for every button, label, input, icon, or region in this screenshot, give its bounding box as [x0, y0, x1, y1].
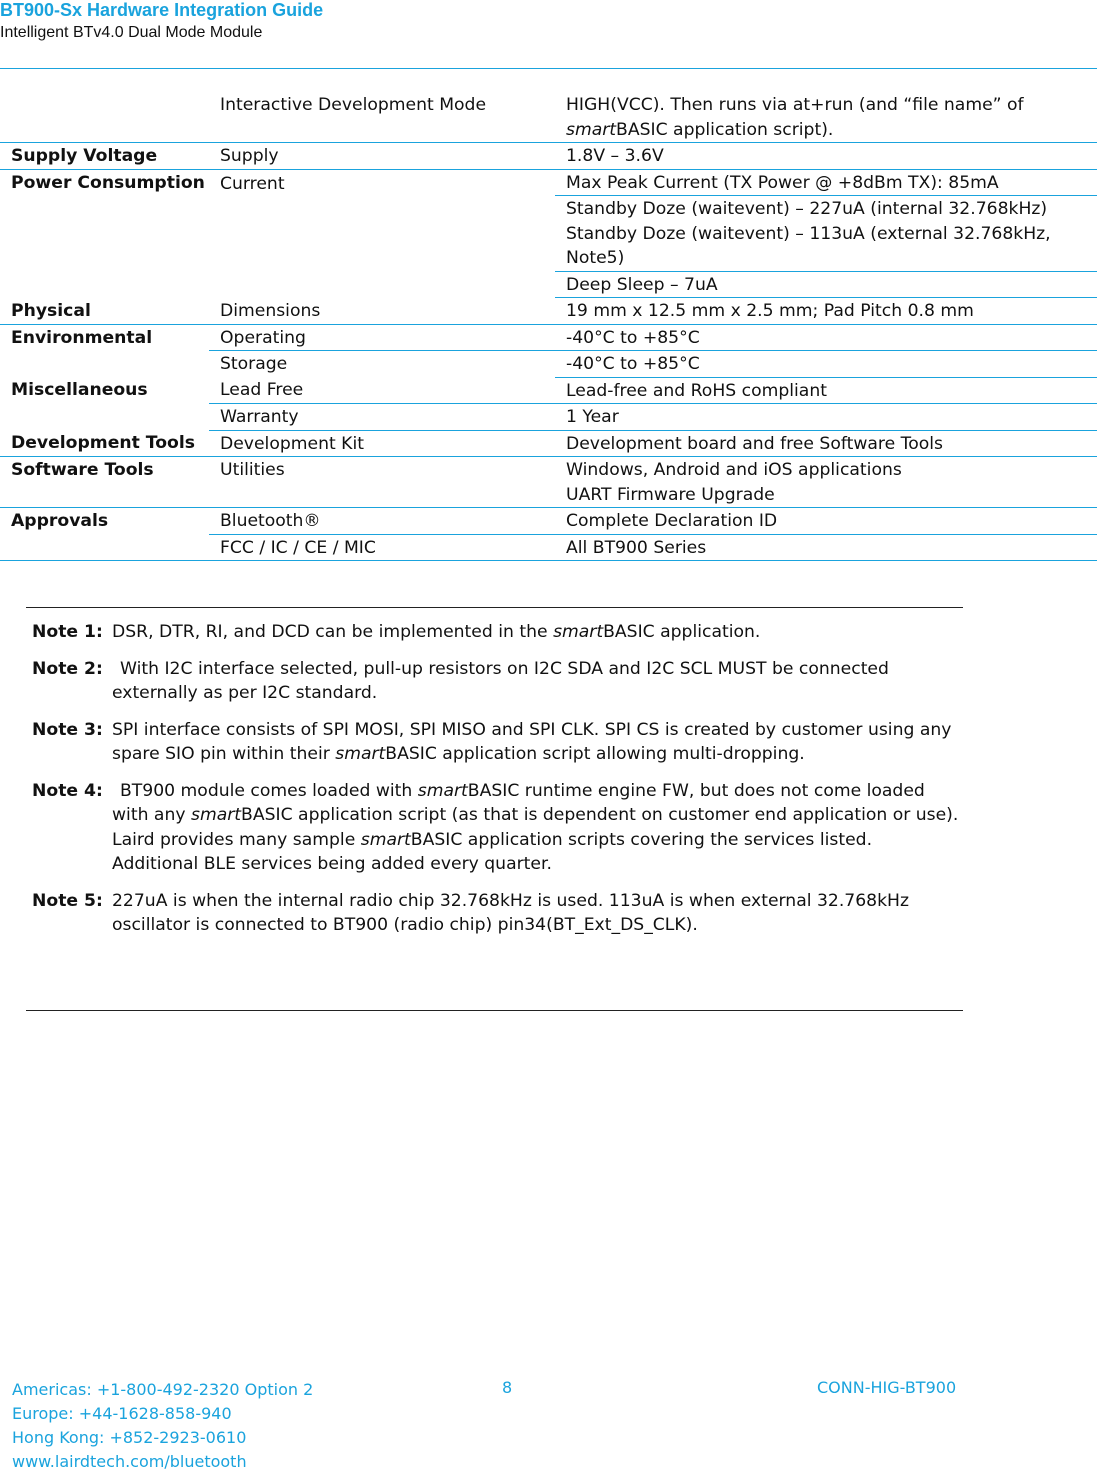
footer-hongkong: Hong Kong: +852-2923-0610 [12, 1428, 247, 1447]
feature-cell: Dimensions [209, 298, 555, 325]
notes-bottom-divider [26, 1010, 963, 1011]
value-cell: All BT900 Series [555, 534, 1097, 561]
value-cell: Deep Sleep – 7uA [555, 271, 1097, 298]
document-subtitle: Intelligent BTv4.0 Dual Mode Module [0, 24, 263, 41]
note-text: With I2C interface selected, pull-up resistors on I2C SDA and I2C SCL MUST be connected externally as per I2C standard. [112, 658, 889, 703]
note-text: 227uA is when the internal radio chip 32.768kHz is used. 113uA is when external 32.768kHz oscillator is connected to BT900 (radio chip) pin34(BT_Ext_DS_CLK). [112, 890, 910, 935]
table-row [0, 457, 1097, 508]
table-row [0, 430, 1097, 457]
table-row [0, 324, 1097, 351]
note-text: BT900 module comes loaded with smartBASIC runtime engine FW, but does not come loaded with any smartBASIC application script (as that is dependent on customer end application or use). Laird provides many sample smartBASIC application scripts covering the services listed. Additional BLE services being added every quarter. [112, 780, 959, 874]
table-row [0, 92, 1097, 143]
value-cell: Complete Declaration ID [555, 508, 1097, 535]
feature-cell: Current [220, 173, 285, 194]
note-4 [32, 779, 962, 877]
notes-section [32, 620, 962, 950]
value-cell: Lead-free and RoHS compliant [555, 377, 1097, 404]
feature-cell: Warranty [209, 404, 555, 431]
table-row [0, 508, 1097, 535]
table-row [0, 143, 1097, 170]
value-cell: 19 mm x 12.5 mm x 2.5 mm; Pad Pitch 0.8 mm [555, 298, 1097, 325]
feature-cell: Supply [209, 143, 555, 170]
footer-contacts [12, 1378, 313, 1474]
feature-cell: Utilities [209, 457, 555, 508]
category-cell: Supply Voltage [0, 143, 209, 170]
page-number: 8 [502, 1378, 513, 1397]
footer-americas: Americas: +1-800-492-2320 Option 2 [12, 1380, 314, 1399]
note-2 [32, 657, 962, 706]
table-row [0, 169, 1097, 196]
value-cell: -40°C to +85°C [555, 351, 1097, 378]
feature-cell: Interactive Development Mode [209, 92, 555, 143]
document-title: BT900-Sx Hardware Integration Guide [0, 0, 324, 20]
category-cell: Power Consumption [11, 172, 205, 193]
value-cell: 1 Year [555, 404, 1097, 431]
feature-cell: FCC / IC / CE / MIC [209, 534, 555, 561]
value-cell: Standby Doze (waitevent) – 227uA (internal 32.768kHz) Standby Doze (waitevent) – 113uA (external 32.768kHz, Note5) [555, 196, 1097, 272]
category-cell: Development Tools [0, 430, 209, 457]
value-cell: HIGH(VCC). Then runs via at+run (and “file name” of smartBASIC application script). [555, 92, 1097, 143]
value-cell: Max Peak Current (TX Power @ +8dBm TX): 85mA [555, 169, 1097, 196]
footer-europe: Europe: +44-1628-858-940 [12, 1404, 232, 1423]
value-cell: Windows, Android and iOS applications UART Firmware Upgrade [555, 457, 1097, 508]
feature-cell: Lead Free [209, 377, 555, 404]
category-cell: Environmental [11, 327, 153, 348]
feature-cell: Operating [209, 324, 555, 351]
note-3 [32, 718, 962, 767]
note-text: SPI interface consists of SPI MOSI, SPI MISO and SPI CLK. SPI CS is created by customer using any spare SIO pin within their smartBASIC application script allowing multi-dropping. [112, 719, 952, 764]
value-cell: Development board and free Software Tools [555, 430, 1097, 457]
feature-cell: Development Kit [209, 430, 555, 457]
category-cell: Physical [0, 298, 209, 325]
footer-website-link[interactable]: www.lairdtech.com/bluetooth [12, 1452, 247, 1471]
value-cell: -40°C to +85°C [555, 324, 1097, 351]
note-label: Note 5: [32, 890, 103, 911]
category-cell: Software Tools [0, 457, 209, 508]
value-cell: 1.8V – 3.6V [555, 143, 1097, 170]
feature-cell: Bluetooth® [209, 508, 555, 535]
category-cell: Approvals [0, 508, 209, 561]
note-label: Note 4: [32, 780, 103, 801]
specifications-table [0, 92, 1097, 561]
category-cell [0, 92, 209, 143]
note-label: Note 2: [32, 658, 103, 679]
note-5 [32, 889, 962, 938]
table-row [0, 377, 1097, 404]
note-1 [32, 620, 962, 645]
feature-cell: Storage [220, 354, 288, 374]
header-divider [0, 68, 1097, 69]
table-row [0, 298, 1097, 325]
note-text: DSR, DTR, RI, and DCD can be implemented in the smartBASIC application. [112, 622, 761, 642]
category-cell: Miscellaneous [11, 380, 148, 400]
note-label: Note 1: [32, 622, 103, 642]
note-label: Note 3: [32, 719, 103, 740]
notes-top-divider [26, 607, 963, 608]
document-id: CONN-HIG-BT900 [817, 1378, 957, 1397]
